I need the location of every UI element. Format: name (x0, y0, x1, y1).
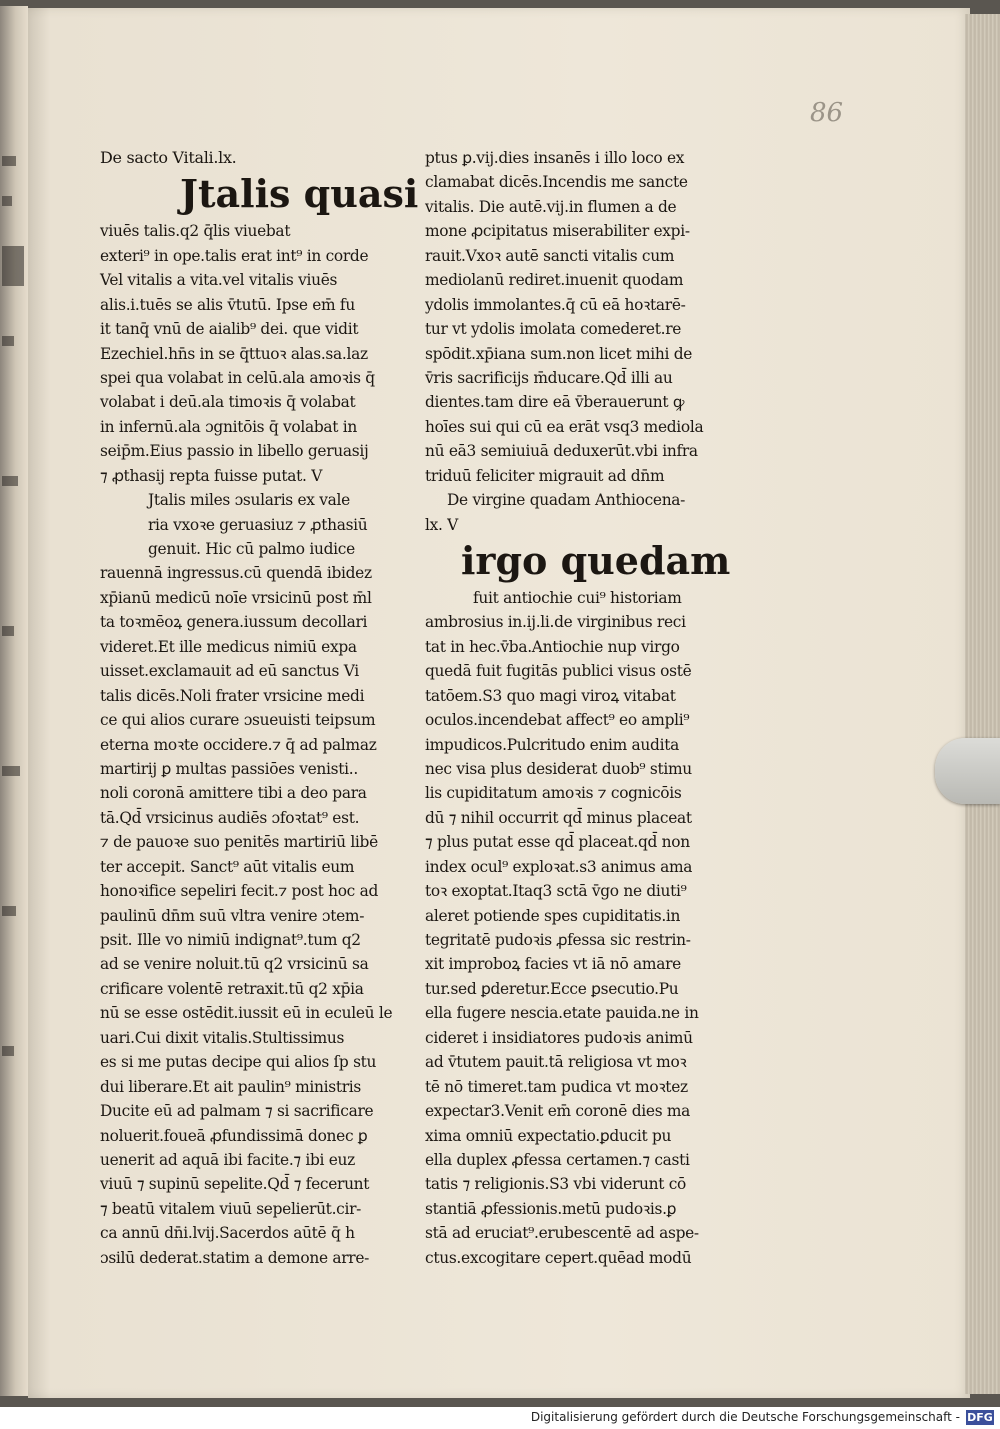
text-line: Vel vitalis a vita.vel vitalis viuēs (100, 271, 338, 290)
text-line: ctus.excogitare cepert.quēad modū (425, 1248, 692, 1267)
text-line: viuēs talis.q2 q̄lis viuebat (100, 222, 291, 241)
text-line: noluerit.foueā ꝓfundissimā donec ꝑ (100, 1126, 368, 1145)
text-line: tegritatē pudoꝛis ꝓfessa sic restrin- (425, 931, 691, 950)
text-line: ella fugere nescia.etate pauida.ne in (425, 1004, 699, 1023)
text-line: ⁊ de pauoꝛe suo penitēs martiriū libē (100, 833, 378, 852)
text-line: ria vxoꝛe geruasiuz ⁊ ꝓthasiū (148, 515, 368, 534)
text-line: genuit. Hic cū palmo iudice (148, 540, 355, 559)
footer-credit: Digitalisierung gefördert durch die Deutsche Forschungsgemeinschaft - (530, 1410, 960, 1424)
text-line: De sacto Vitali.lx. (100, 148, 237, 167)
text-line: seip̄m.Eius passio in libello geruasij (100, 442, 369, 461)
folio-number: 86 (810, 98, 844, 128)
text-line: tā.Qd̄ vrsicinus audiēs ɔfoꝛtat⁹ est. (100, 808, 360, 827)
text-line: noli coronā amittere tibi a deo para (100, 784, 367, 803)
text-line: paulinū dn̄m suū vltra venire ɔtem- (100, 906, 365, 925)
text-line: dū ⁊ nihil occurrit qd̄ minus placeat (425, 808, 692, 827)
text-line: fuit antiochie cui⁹ historiam (473, 588, 682, 607)
text-line: index ocul⁹ exploꝛat.s3 animus ama (425, 857, 693, 876)
text-line: ydolis immolantes.q̄ cū eā hoꝛtarē- (425, 295, 686, 314)
text-line: aleret potiende spes cupiditatis.in (425, 906, 681, 925)
text-line: crificare volentē retraxit.tū q2 xp̄ia (100, 979, 364, 998)
book-clip (935, 738, 1000, 804)
text-line: cideret i insidiatores pudoꝛis animū (425, 1028, 693, 1047)
left-page-sliver (0, 6, 28, 1396)
text-line: stā ad eruciat⁹.erubescentē ad aspe- (425, 1224, 699, 1243)
text-line: impudicos.Pulcritudo enim audita (425, 735, 679, 754)
text-line: ⁊ plus putat esse qd̄ placeat.qd̄ non (425, 833, 690, 852)
text-line: Jtalis miles ɔsularis ex vale (148, 491, 350, 510)
text-line: lis cupiditatum amoꝛis ⁊ cognicōis (425, 784, 682, 803)
text-line: exteri⁹ in ope.talis erat int⁹ in corde (100, 246, 369, 265)
text-line: ⁊ ꝓthasij repta fuisse putat. V (100, 466, 323, 485)
text-line: ter accepit. Sanct⁹ aūt vitalis eum (100, 857, 355, 876)
text-line: tatis ⁊ religionis.S3 vbi viderunt cō (425, 1175, 686, 1194)
text-line: ella duplex ꝓfessa certamen.⁊ casti (425, 1150, 690, 1169)
text-line: ta toꝛmēoꝝ genera.iussum decollari (100, 613, 368, 632)
text-line: quedā fuit fugitās publici visus ostē (425, 662, 692, 681)
text-line: Jtalis quasi (180, 171, 419, 217)
text-line: uari.Cui dixit vitalis.Stultissimus (100, 1028, 345, 1047)
text-line: xp̄ianū medicū noīe vrsicinū post m̄l (100, 588, 372, 607)
text-line: ambrosius in.ij.li.de virginibus reci (425, 613, 686, 632)
text-line: nū eā3 semiuiuā deduxerūt.vbi infra (425, 442, 698, 461)
text-line: martirij ꝑ multas passiōes venisti.. (100, 759, 358, 778)
page-edges (965, 14, 1000, 1394)
text-line: ɔsilū dederat.statim a demone arre- (100, 1248, 370, 1267)
text-line: De virgine quadam Anthiocena- (447, 491, 686, 510)
text-line: es si me putas decipe qui alios ſp stu (100, 1053, 377, 1072)
text-line: uenerit ad aquā ibi facite.⁊ ibi euz (100, 1150, 355, 1169)
text-line: Ducite eū ad palmam ⁊ si sacrificare (100, 1102, 374, 1121)
text-line: spōdit.xp̄iana sum.non licet mihi de (425, 344, 693, 363)
text-line: rauennā ingressus.cū quendā ibidez (100, 564, 372, 583)
text-line: viuū ⁊ supinū sepelite.Qd̄ ⁊ fecerunt (100, 1175, 370, 1194)
text-line: nū se esse ostēdit.iussit eū in eculeū le (100, 1004, 393, 1023)
text-line: tatōem.S3 quo magi viroꝝ vitabat (425, 686, 676, 705)
text-line: tur.sed ꝑderetur.Ecce ꝑsecutio.Pu (425, 979, 679, 998)
text-line: ad se venire noluit.tū q2 vrsicinū sa (100, 955, 369, 974)
text-line: dientes.tam dire eā v̄berauerunt ꝙ (425, 393, 685, 412)
text-line: tur vt ydolis imolata comederet.re (425, 320, 682, 339)
text-line: Ezechiel.hn̄s in se q̄ttuoꝛ alas.sa.laz (100, 344, 368, 363)
text-line: honoꝛifice sepeliri fecit.⁊ post hoc ad (100, 882, 379, 901)
text-line: toꝛ exoptat.Itaq3 sctā v̄go ne diuti⁹ (425, 882, 687, 901)
footer-bar (0, 1407, 1000, 1429)
text-line: nec visa plus desiderat duob⁹ stimu (425, 759, 692, 778)
text-line: volabat i deū.ala timoꝛis q̄ volabat (100, 393, 356, 412)
text-line: tē nō timeret.tam pudica vt moꝛtez (425, 1077, 688, 1096)
text-line: ca annū dn̄i.lvij.Sacerdos aūtē q̄ h (100, 1224, 355, 1243)
text-line: mediolanū rediret.inuenit quodam (425, 271, 684, 290)
dfg-logo: DFG (967, 1411, 993, 1424)
text-line: xit improboꝝ facies vt iā nō amare (425, 955, 681, 974)
text-line: eterna moꝛte occidere.⁊ q̄ ad palmaz (100, 735, 377, 754)
text-line: stantiā ꝓfessionis.metū pudoꝛis.ꝑ (425, 1199, 677, 1218)
text-line: expectar3.Venit em̄ coronē dies ma (425, 1102, 691, 1121)
text-line: irgo quedam (461, 538, 731, 583)
text-line: vitalis. Die autē.vij.in flumen a de (425, 197, 677, 216)
text-line: lx. V (425, 515, 459, 534)
text-line: it tanq̄ vnū de aialib⁹ dei. que vidit (100, 320, 359, 339)
text-line: psit. Ille vo nimiū indignat⁹.tum q2 (100, 931, 361, 950)
text-line: mone ꝓcipitatus miserabiliter expi- (425, 222, 690, 241)
text-line: xima omniū expectatio.ꝑducit pu (425, 1126, 672, 1145)
text-line: v̄ris sacrificijs m̄ducare.Qd̄ illi au (425, 368, 673, 387)
text-line: alis.i.tuēs se alis v̄tutū. Ipse em̄ fu (100, 295, 355, 314)
text-line: ce qui alios curare ɔsueuisti teipsum (100, 711, 376, 730)
left-text-column (100, 146, 419, 1270)
text-line: rauit.Vxoꝛ autē sancti vitalis cum (425, 246, 675, 265)
text-line: hoīes sui qui cū ea erāt vsq3 mediola (425, 417, 704, 436)
text-line: uisset.exclamauit ad eū sanctus Vi (100, 662, 359, 681)
text-line: spei qua volabat in celū.ala amoꝛis q̄ (100, 368, 375, 387)
text-line: triduū feliciter migrauit ad dn̄m (425, 466, 665, 485)
text-line: tat in hec.v̄ba.Antiochie nup virgo (425, 637, 680, 656)
right-text-column (425, 146, 745, 1270)
text-line: videret.Et ille medicus nimiū expa (100, 637, 357, 656)
text-line: oculos.incendebat affect⁹ eo ampli⁹ (425, 711, 690, 730)
text-line: in infernū.ala ɔgnitōis q̄ volabat in (100, 417, 358, 436)
text-line: dui liberare.Et ait paulin⁹ ministris (100, 1077, 362, 1096)
text-line: ad v̄tutem pauit.tā religiosa vt moꝛ (425, 1053, 687, 1072)
text-line: ⁊ beatū vitalem viuū sepelierūt.cir- (100, 1199, 362, 1218)
text-line: clamabat dicēs.Incendis me sancte (425, 173, 688, 192)
text-line: talis dicēs.Noli frater vrsicine medi (100, 686, 365, 705)
text-line: ptus ꝑ.vij.dies insanēs i illo loco ex (425, 149, 685, 167)
